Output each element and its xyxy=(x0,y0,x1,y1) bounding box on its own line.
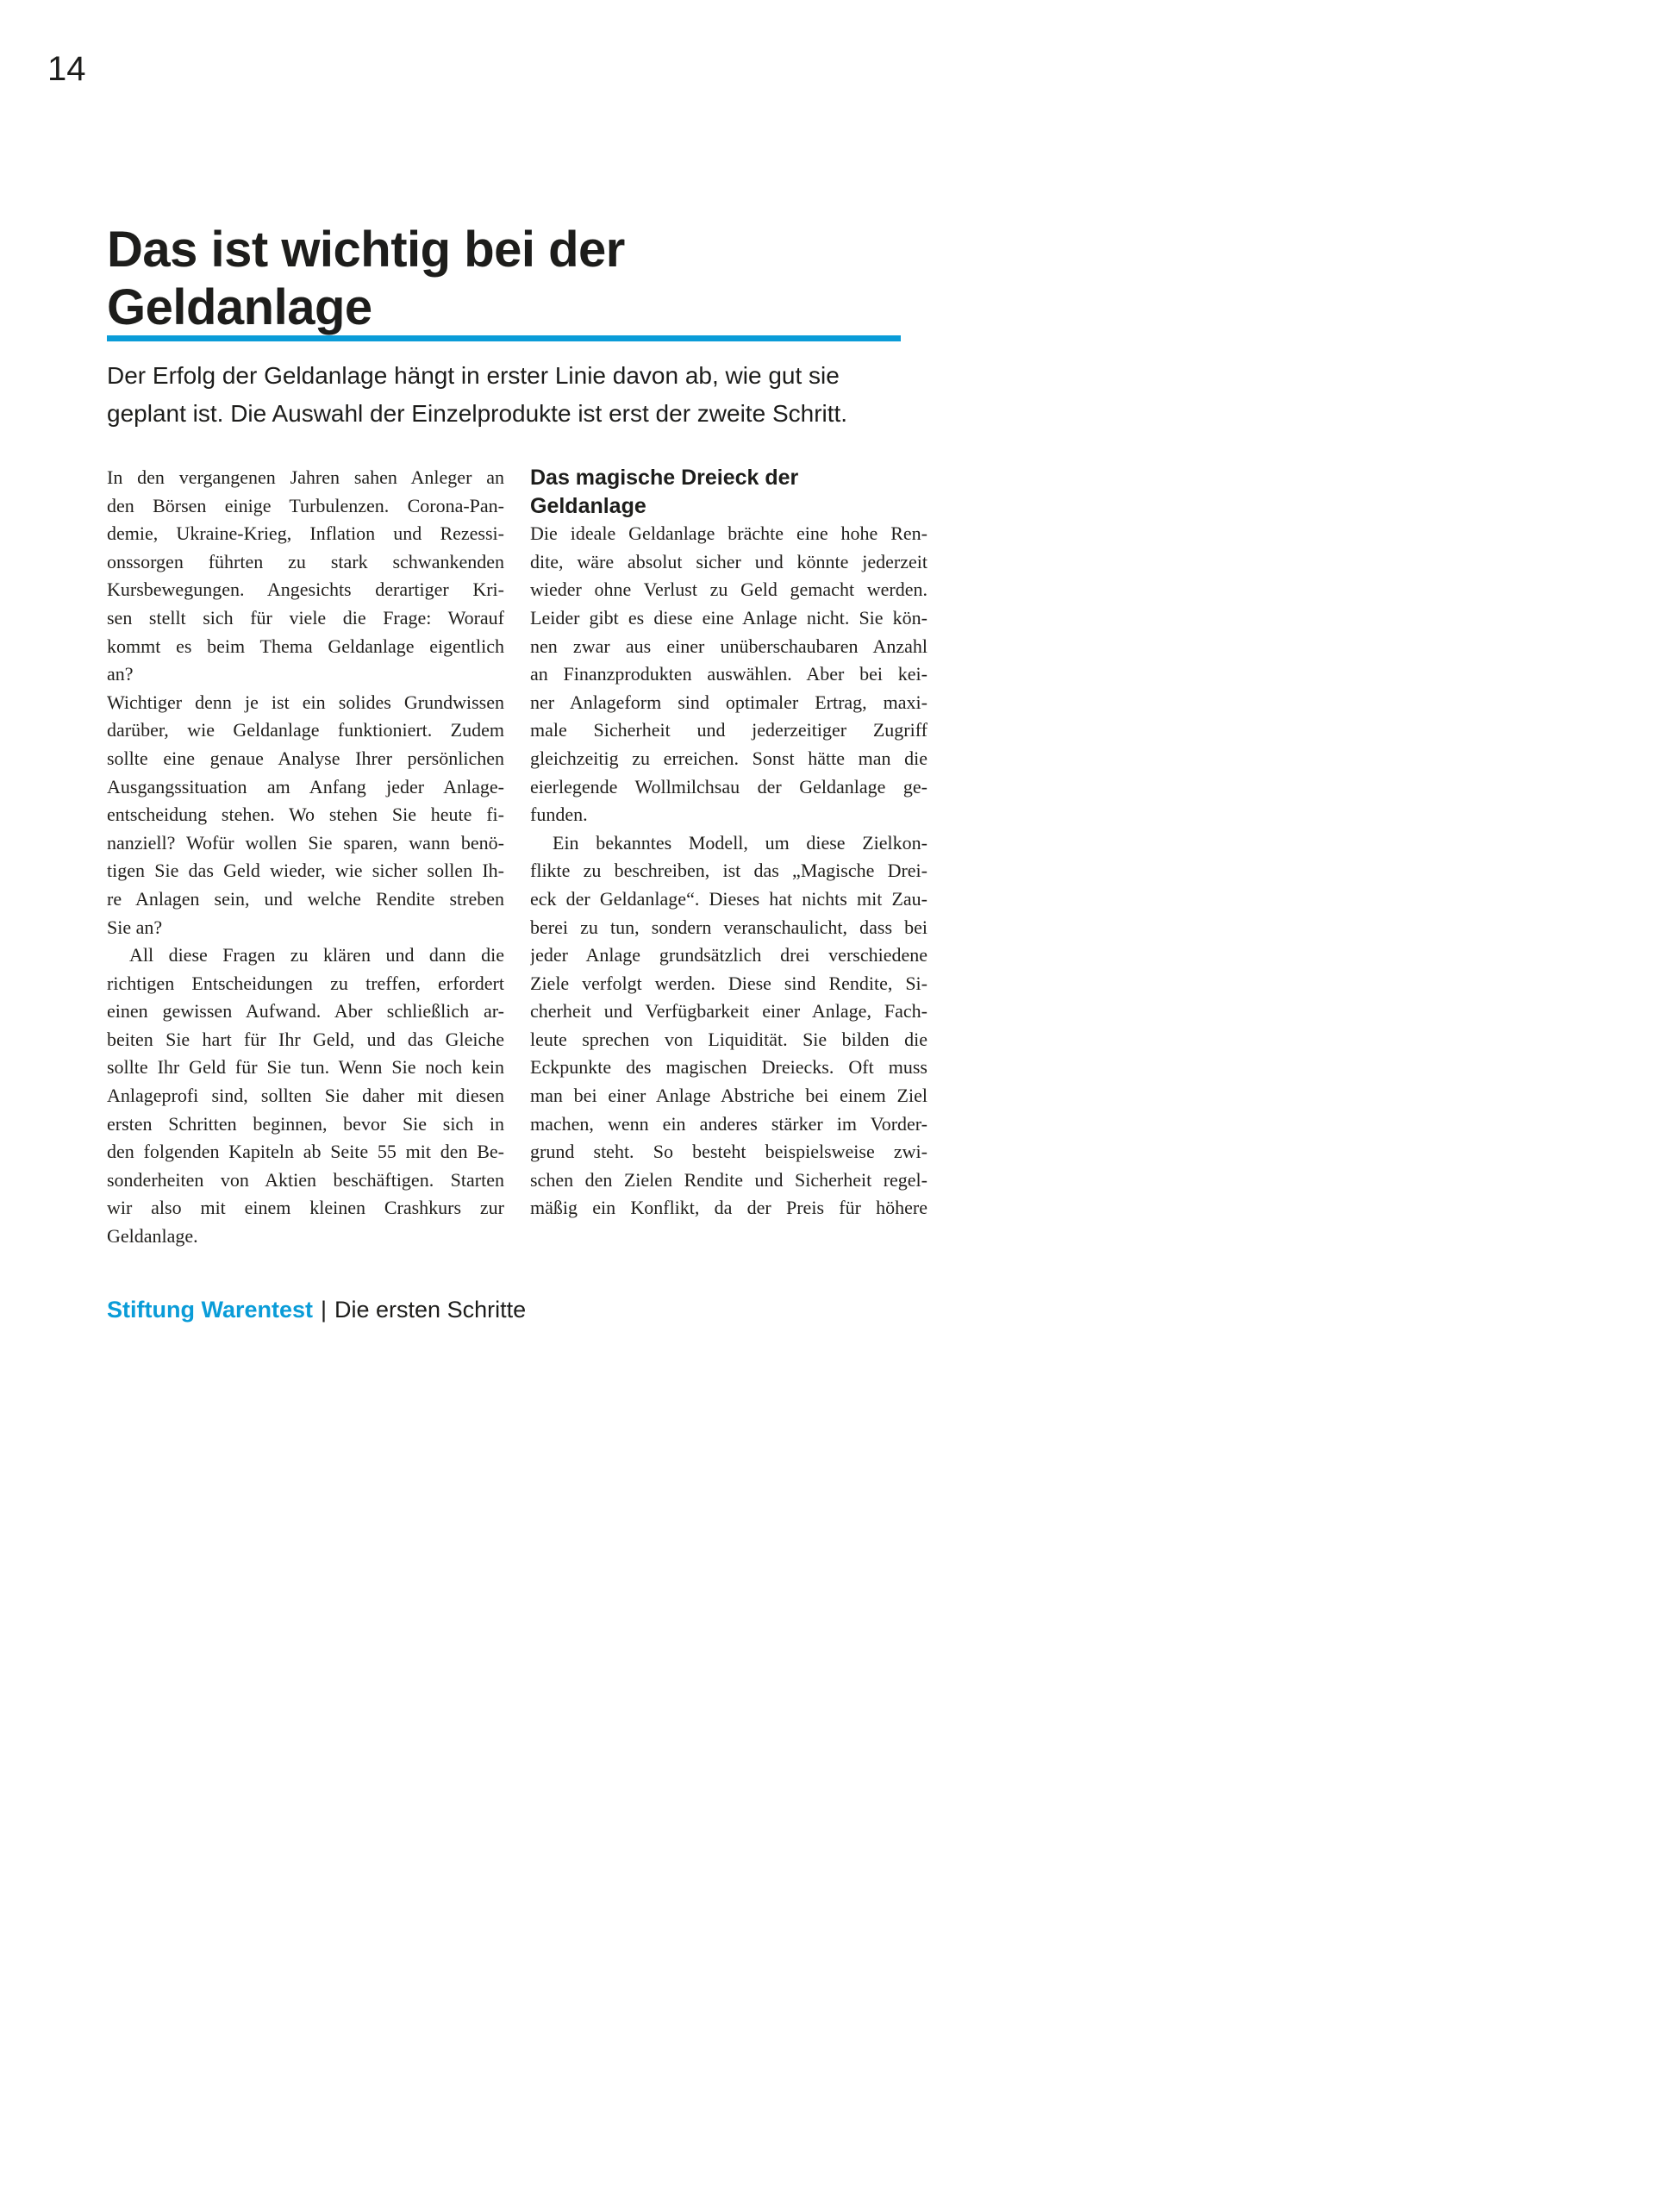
body-line: male Sicherheit und jederzeitiger Zugriff xyxy=(530,719,927,741)
body-line: berei zu tun, sondern veranschaulicht, dass bei xyxy=(530,916,927,938)
body-line: entscheidung stehen. Wo stehen Sie heute fi- xyxy=(107,804,504,826)
body-line: Anlageprofi sind, sollten Sie daher mit diesen xyxy=(107,1085,504,1107)
lead-line-2: geplant ist. Die Auswahl der Einzelprodukte ist erst der zweite Schritt. xyxy=(107,400,848,427)
body-line: kommt es beim Thema Geldanlage eigentlich xyxy=(107,635,504,657)
body-column-left xyxy=(107,464,504,1251)
body-line: beiten Sie hart für Ihr Geld, und das Gleiche xyxy=(107,1028,504,1050)
footer-section: Die ersten Schritte xyxy=(334,1297,527,1323)
body-line: ner Anlageform sind optimaler Ertrag, maxi- xyxy=(530,691,927,713)
body-line: eck der Geldanlage“. Dieses hat nichts mit Zau- xyxy=(530,887,927,910)
body-line: demie, Ukraine-Krieg, Inflation und Rezessi- xyxy=(107,522,504,545)
body-line: cherheit und Verfügbarkeit einer Anlage, Fach- xyxy=(530,1000,927,1023)
body-columns xyxy=(107,464,927,1251)
body-line: tigen Sie das Geld wieder, wie sicher sollen Ih- xyxy=(107,860,504,882)
body-line: re Anlagen sein, und welche Rendite streben xyxy=(107,887,504,910)
chapter-title xyxy=(107,221,625,336)
body-column-right xyxy=(530,464,927,1251)
footer-brand: Stiftung Warentest xyxy=(107,1297,313,1323)
body-line: wieder ohne Verlust zu Geld gemacht werden. xyxy=(530,579,927,601)
body-line: nanziell? Wofür wollen Sie sparen, wann benö- xyxy=(107,831,504,854)
body-line: einen gewissen Aufwand. Aber schließlich ar- xyxy=(107,1000,504,1023)
accent-rule xyxy=(107,335,901,341)
body-line: funden. xyxy=(530,804,588,826)
lead-line-1: Der Erfolg der Geldanlage hängt in erster Linie davon ab, wie gut sie xyxy=(107,362,840,389)
body-line: sollte eine genaue Analyse Ihrer persönlichen xyxy=(107,747,504,769)
body-line: machen, wenn ein anderes stärker im Vorder- xyxy=(530,1112,927,1135)
footer-separator: | xyxy=(321,1297,328,1323)
body-line: wir also mit einem kleinen Crashkurs zur xyxy=(107,1197,504,1219)
body-line: leute sprechen von Liquidität. Sie bilden die xyxy=(530,1028,927,1050)
body-line: richtigen Entscheidungen zu treffen, erfordert xyxy=(107,972,504,994)
body-line: jeder Anlage grundsätzlich drei verschiedene xyxy=(530,944,927,966)
body-line: darüber, wie Geldanlage funktioniert. Zudem xyxy=(107,719,504,741)
footer xyxy=(107,1297,526,1323)
body-line: sonderheiten von Aktien beschäftigen. Starten xyxy=(107,1168,504,1191)
column-subheading-line: Geldanlage xyxy=(530,493,646,518)
body-line: Leider gibt es diese eine Anlage nicht. Sie kön- xyxy=(530,606,927,629)
body-line: Geldanlage. xyxy=(107,1225,198,1248)
body-line: Ziele verfolgt werden. Diese sind Rendite, Si- xyxy=(530,972,927,994)
body-line: Die ideale Geldanlage brächte eine hohe Ren- xyxy=(530,522,927,545)
body-line: Kursbewegungen. Angesichts derartiger Kri- xyxy=(107,579,504,601)
body-line: sen stellt sich für viele die Frage: Worauf xyxy=(107,606,504,629)
body-line: Wichtiger denn je ist ein solides Grundwissen xyxy=(107,691,504,713)
body-line: grund steht. So besteht beispielsweise zwi- xyxy=(530,1141,927,1163)
body-line: Ein bekanntes Modell, um diese Zielkon- xyxy=(553,831,927,854)
body-line: den Börsen einige Turbulenzen. Corona-Pan- xyxy=(107,494,504,516)
column-subheading-line: Das magische Dreieck der xyxy=(530,466,799,490)
chapter-title-line-1: Das ist wichtig bei der xyxy=(107,222,625,278)
body-line: schen den Zielen Rendite und Sicherheit regel- xyxy=(530,1168,927,1191)
body-line: flikte zu beschreiben, ist das „Magische Drei- xyxy=(530,860,927,882)
body-line: gleichzeitig zu erreichen. Sonst hätte man die xyxy=(530,747,927,769)
body-line: den folgenden Kapiteln ab Seite 55 mit den Be- xyxy=(107,1141,504,1163)
body-line: dite, wäre absolut sicher und könnte jederzeit xyxy=(530,550,927,572)
body-line: All diese Fragen zu klären und dann die xyxy=(129,944,504,966)
body-line: an? xyxy=(107,663,134,685)
body-line: an Finanzprodukten auswählen. Aber bei kei- xyxy=(530,663,927,685)
body-line: man bei einer Anlage Abstriche bei einem Ziel xyxy=(530,1085,927,1107)
chapter-title-line-2: Geldanlage xyxy=(107,279,372,335)
body-line: Eckpunkte des magischen Dreiecks. Oft muss xyxy=(530,1056,927,1079)
body-line: mäßig ein Konflikt, da der Preis für höhere xyxy=(530,1197,927,1219)
body-line: In den vergangenen Jahren sahen Anleger an xyxy=(107,466,504,488)
page-number: 14 xyxy=(47,50,86,88)
body-line: ersten Schritten beginnen, bevor Sie sich in xyxy=(107,1112,504,1135)
body-line: nen zwar aus einer unüberschaubaren Anzahl xyxy=(530,635,927,657)
body-line: onssorgen führten zu stark schwankenden xyxy=(107,550,504,572)
lead-paragraph xyxy=(107,357,934,433)
body-line: eierlegende Wollmilchsau der Geldanlage ge- xyxy=(530,775,927,797)
body-line: sollte Ihr Geld für Sie tun. Wenn Sie noch kein xyxy=(107,1056,504,1079)
body-line: Ausgangssituation am Anfang jeder Anlage- xyxy=(107,775,504,797)
body-line: Sie an? xyxy=(107,916,163,938)
